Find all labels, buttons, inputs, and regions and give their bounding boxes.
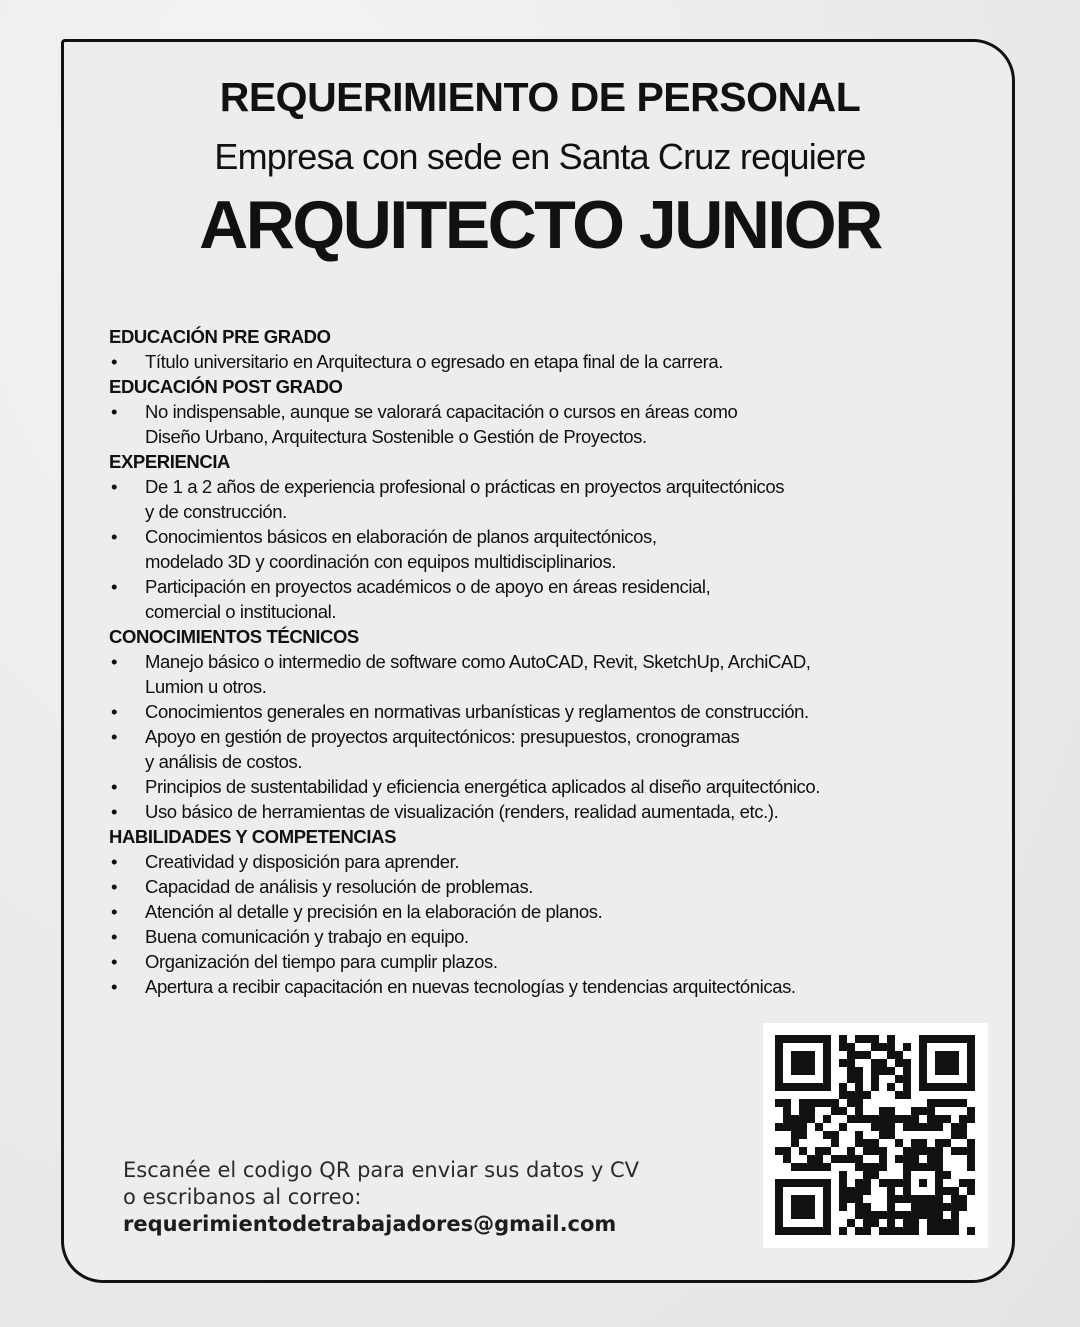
list-item-text: y de construcción. xyxy=(145,501,287,522)
list-item xyxy=(109,474,1009,524)
list-item-text: Apertura a recibir capacitación en nuevas tecnologías y tendencias arquitectónicas. xyxy=(145,976,796,997)
list-item-text: De 1 a 2 años de experiencia profesional o prácticas en proyectos arquitectónicos xyxy=(145,476,785,497)
posting-subheading: Empresa con sede en Santa Cruz requiere xyxy=(214,136,866,177)
list-item-text: comercial o institucional. xyxy=(145,601,337,622)
list-item xyxy=(109,974,1009,999)
section-title: EDUCACIÓN POST GRADO xyxy=(109,376,343,397)
bullet-icon: • xyxy=(111,651,118,672)
list-item xyxy=(109,399,1009,449)
bullet-icon: • xyxy=(111,351,118,372)
section-title: EXPERIENCIA xyxy=(109,451,231,472)
list-item xyxy=(109,774,1009,799)
bullet-icon: • xyxy=(111,901,118,922)
list-item-text: Atención al detalle y precisión en la elaboración de planos. xyxy=(145,901,603,922)
list-item xyxy=(109,349,1009,374)
qr-code-icon[interactable] xyxy=(763,1023,988,1248)
list-item-text: Diseño Urbano, Arquitectura Sostenible o Gestión de Proyectos. xyxy=(145,426,647,447)
section-title: CONOCIMIENTOS TÉCNICOS xyxy=(109,626,359,647)
list-item xyxy=(109,799,1009,824)
contact-info xyxy=(123,1157,639,1238)
list-item-text: Principios de sustentabilidad y eficiencia energética aplicados al diseño arquitectónico. xyxy=(145,776,821,797)
list-item-text: Creatividad y disposición para aprender. xyxy=(145,851,460,872)
list-item-text: No indispensable, aunque se valorará capacitación o cursos en áreas como xyxy=(145,401,738,422)
bullet-icon: • xyxy=(111,401,118,422)
list-item-text: Participación en proyectos académicos o de apoyo en áreas residencial, xyxy=(145,576,711,597)
list-item xyxy=(109,849,1009,874)
requirements-list xyxy=(109,324,1009,999)
bullet-icon: • xyxy=(111,801,118,822)
list-item-text: y análisis de costos. xyxy=(145,751,303,772)
list-item-text: Manejo básico o intermedio de software como AutoCAD, Revit, SketchUp, ArchiCAD, xyxy=(145,651,811,672)
list-item-text: Apoyo en gestión de proyectos arquitectónicos: presupuestos, cronogramas xyxy=(145,726,740,747)
list-item xyxy=(109,524,1009,574)
section-title: HABILIDADES Y COMPETENCIAS xyxy=(109,826,397,847)
bullet-icon: • xyxy=(111,851,118,872)
bullet-icon: • xyxy=(111,976,118,997)
contact-email[interactable]: requerimientodetrabajadores@gmail.com xyxy=(123,1212,617,1236)
list-item-text: Organización del tiempo para cumplir plazos. xyxy=(145,951,498,972)
list-item-text: Lumion u otros. xyxy=(145,676,267,697)
bullet-icon: • xyxy=(111,776,118,797)
bullet-icon: • xyxy=(111,476,118,497)
list-item-text: modelado 3D y coordinación con equipos multidisciplinarios. xyxy=(145,551,617,572)
list-item-text: Conocimientos generales en normativas urbanísticas y reglamentos de construcción. xyxy=(145,701,809,722)
contact-instruction: Escanée el codigo QR para enviar sus datos y CV xyxy=(123,1158,640,1182)
job-title: ARQUITECTO JUNIOR xyxy=(199,187,881,263)
list-item xyxy=(109,924,1009,949)
bullet-icon: • xyxy=(111,876,118,897)
list-item xyxy=(109,649,1009,699)
list-item xyxy=(109,724,1009,774)
bullet-icon: • xyxy=(111,576,118,597)
list-item-text: Título universitario en Arquitectura o egresado en etapa final de la carrera. xyxy=(145,351,724,372)
list-item xyxy=(109,874,1009,899)
bullet-icon: • xyxy=(111,951,118,972)
contact-instruction-2: o escribanos al correo: xyxy=(123,1185,362,1209)
bullet-icon: • xyxy=(111,926,118,947)
list-item xyxy=(109,699,1009,724)
list-item xyxy=(109,899,1009,924)
list-item-text: Buena comunicación y trabajo en equipo. xyxy=(145,926,469,947)
bullet-icon: • xyxy=(111,526,118,547)
section-title: EDUCACIÓN PRE GRADO xyxy=(109,326,331,347)
posting-heading: REQUERIMIENTO DE PERSONAL xyxy=(219,74,861,120)
list-item-text: Conocimientos básicos en elaboración de planos arquitectónicos, xyxy=(145,526,657,547)
list-item-text: Uso básico de herramientas de visualización (renders, realidad aumentada, etc.). xyxy=(145,801,779,822)
list-item xyxy=(109,574,1009,624)
bullet-icon: • xyxy=(111,701,118,722)
list-item-text: Capacidad de análisis y resolución de problemas. xyxy=(145,876,534,897)
bullet-icon: • xyxy=(111,726,118,747)
list-item xyxy=(109,949,1009,974)
